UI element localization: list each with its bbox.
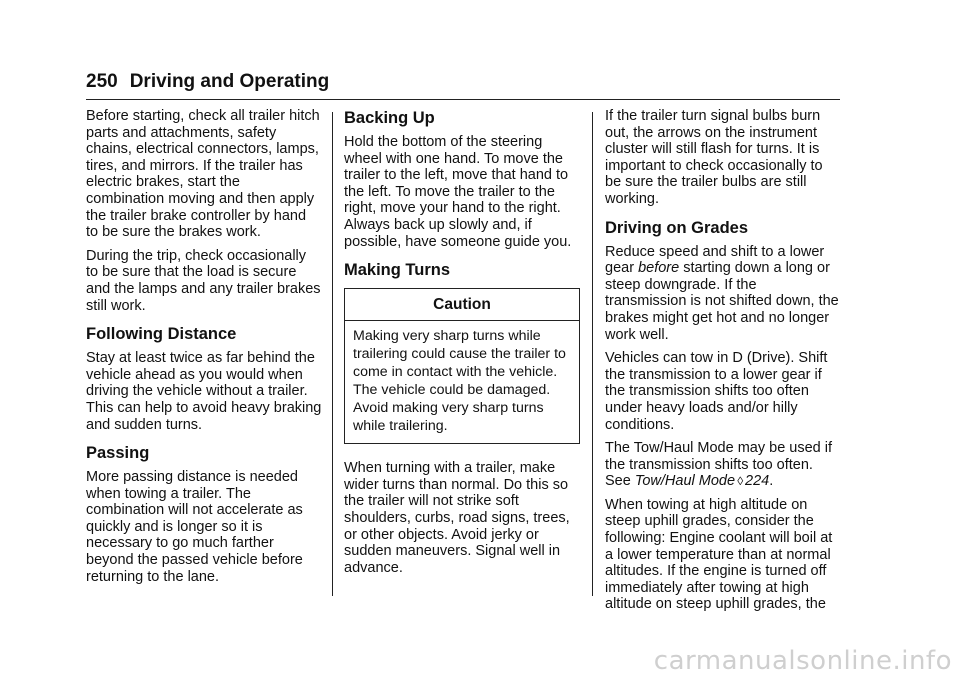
page-reference-arrow-icon: ◊ — [737, 474, 743, 489]
paragraph: When turning with a trailer, make wider turns than normal. Do this so the trailer will not strike soft shoulders, curbs, road signs, trees, or other objects. Avoid jerky or sudden maneuvers. Signal well in advance. — [344, 460, 570, 576]
page-number: 250 — [86, 71, 118, 92]
caution-title: Caution — [345, 289, 579, 321]
caution-text: Making very sharp turns while trailering could cause the trailer to come in contact with the vehicle. The vehicle could be damaged. Avoid making very sharp turns while trailering. — [353, 328, 566, 435]
paragraph: More passing distance is needed when towing a trailer. The combination will not accelerate as quickly and is longer so it is necessary to go much farther beyond the passed vehicle before returning to the lane. — [86, 469, 303, 585]
heading-following-distance: Following Distance — [86, 325, 237, 344]
header-rule — [86, 99, 840, 100]
paragraph: Stay at least twice as far behind the vehicle ahead as you would when driving the vehicle without a trailer. This can help to avoid heavy braking and sudden turns. — [86, 350, 322, 433]
paragraph: The Tow/Haul Mode may be used if the transmission shifts too often. See Tow/Haul Mode ◊ 224. — [605, 440, 833, 490]
heading-making-turns: Making Turns — [344, 261, 451, 280]
column-left — [86, 108, 322, 592]
emphasis: before — [638, 260, 680, 277]
heading-passing: Passing — [86, 444, 150, 463]
column-middle — [344, 108, 580, 583]
column-divider — [592, 112, 593, 596]
watermark: carmanualsonline.info — [653, 646, 952, 676]
paragraph: Before starting, check all trailer hitch parts and attachments, safety chains, electrical connectors, lamps, tires, and mirrors. If the trailer has electric brakes, start the combination moving and then apply the trailer brake controller by hand to be sure the brakes work. — [86, 108, 320, 241]
paragraph: Vehicles can tow in D (Drive). Shift the transmission to a lower gear if the transmission shifts too often under heavy loads and/or hilly conditions. — [605, 350, 828, 433]
column-right — [605, 108, 841, 620]
page-header — [86, 70, 329, 94]
cross-reference-link[interactable]: Tow/Haul Mode ◊ 224 — [634, 473, 770, 490]
paragraph: Reduce speed and shift to a lower gear before starting down a long or steep downgrade. If the transmission is not shifted down, the brakes might get hot and no longer work well. — [605, 243, 839, 343]
heading-backing-up: Backing Up — [344, 109, 435, 127]
paragraph: During the trip, check occasionally to be sure that the load is secure and the lamps and any trailer brakes still work. — [86, 247, 321, 314]
caution-box — [344, 288, 580, 444]
paragraph: Hold the bottom of the steering wheel with one hand. To move the trailer to the left, move that hand to the left. To move the trailer to the right, move your hand to the right. Always back up slowly and, if possible, have someone guide you. — [344, 134, 572, 250]
column-divider — [332, 112, 333, 596]
page-title: Driving and Operating — [129, 71, 330, 92]
paragraph: When towing at high altitude on steep uphill grades, consider the following: Engine coolant will boil at a lower temperature than at normal altitudes. If the engine is turned off immediately after towing at high altitude on steep uphill grades, the — [605, 496, 833, 613]
heading-driving-on-grades: Driving on Grades — [605, 218, 749, 237]
paragraph: If the trailer turn signal bulbs burn out, the arrows on the instrument cluster will still flash for turns. It is important to check occasionally to be sure the trailer bulbs are still working. — [605, 108, 823, 207]
